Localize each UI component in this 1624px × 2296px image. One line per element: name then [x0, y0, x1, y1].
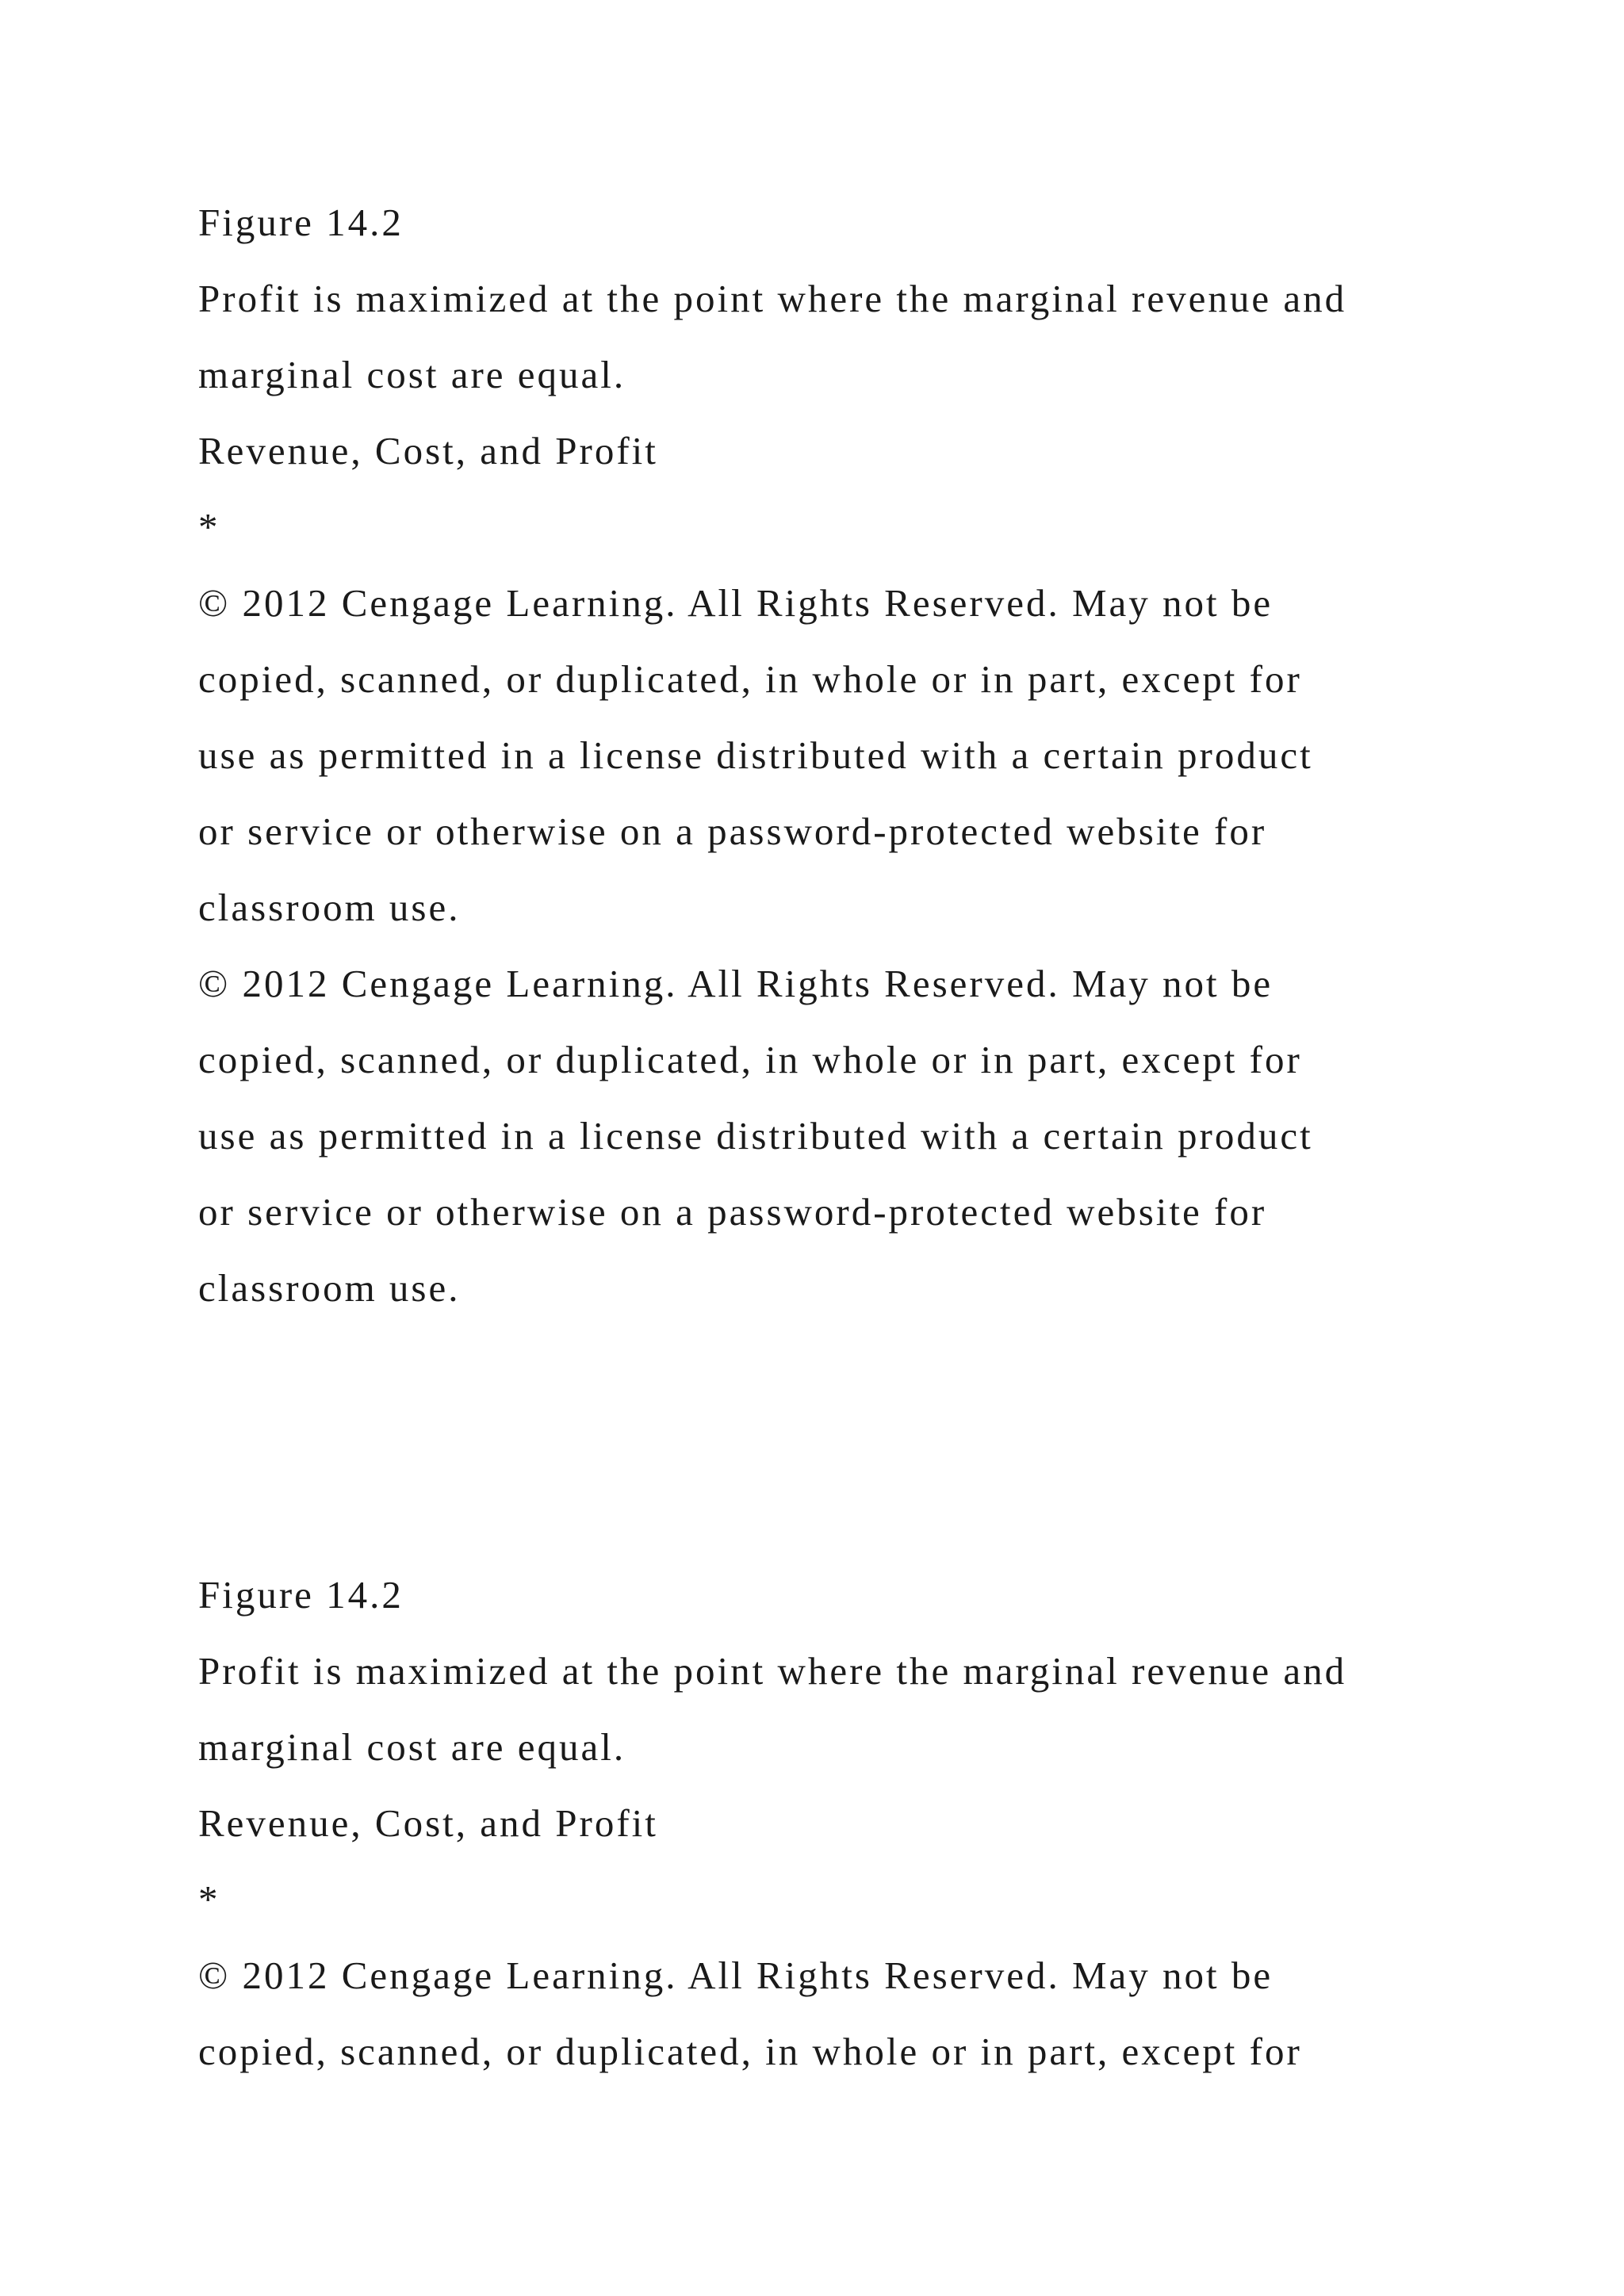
copyright-line: copied, scanned, or duplicated, in whole or in part, except for — [198, 2030, 1302, 2073]
caption-line: Profit is maximized at the point where the marginal revenue and — [198, 1649, 1347, 1693]
figure-label: Figure 14.2 — [198, 201, 404, 244]
caption-line: Profit is maximized at the point where the marginal revenue and — [198, 277, 1347, 320]
copyright-line: classroom use. — [198, 1266, 461, 1310]
copyright-line: © 2012 Cengage Learning. All Rights Reserved. May not be — [198, 962, 1274, 1005]
figure-label: Figure 14.2 — [198, 1573, 404, 1617]
copyright-line: © 2012 Cengage Learning. All Rights Reserved. May not be — [198, 581, 1274, 625]
asterisk-marker: * — [198, 505, 220, 549]
copyright-line: © 2012 Cengage Learning. All Rights Reserved. May not be — [198, 1954, 1274, 1997]
caption-line: marginal cost are equal. — [198, 353, 626, 396]
text-block-2 — [198, 1557, 1562, 2090]
asterisk-marker: * — [198, 1877, 220, 1921]
section-heading: Revenue, Cost, and Profit — [198, 429, 658, 473]
copyright-line: copied, scanned, or duplicated, in whole or in part, except for — [198, 1038, 1302, 1081]
copyright-line: use as permitted in a license distributed with a certain product — [198, 733, 1313, 777]
copyright-line: classroom use. — [198, 886, 461, 929]
section-heading: Revenue, Cost, and Profit — [198, 1801, 658, 1845]
copyright-line: or service or otherwise on a password-protected website for — [198, 1190, 1267, 1234]
copyright-line: copied, scanned, or duplicated, in whole or in part, except for — [198, 657, 1302, 701]
copyright-line: use as permitted in a license distributed with a certain product — [198, 1114, 1313, 1158]
caption-line: marginal cost are equal. — [198, 1725, 626, 1769]
copyright-line: or service or otherwise on a password-protected website for — [198, 809, 1267, 853]
text-block-1 — [198, 185, 1562, 1326]
